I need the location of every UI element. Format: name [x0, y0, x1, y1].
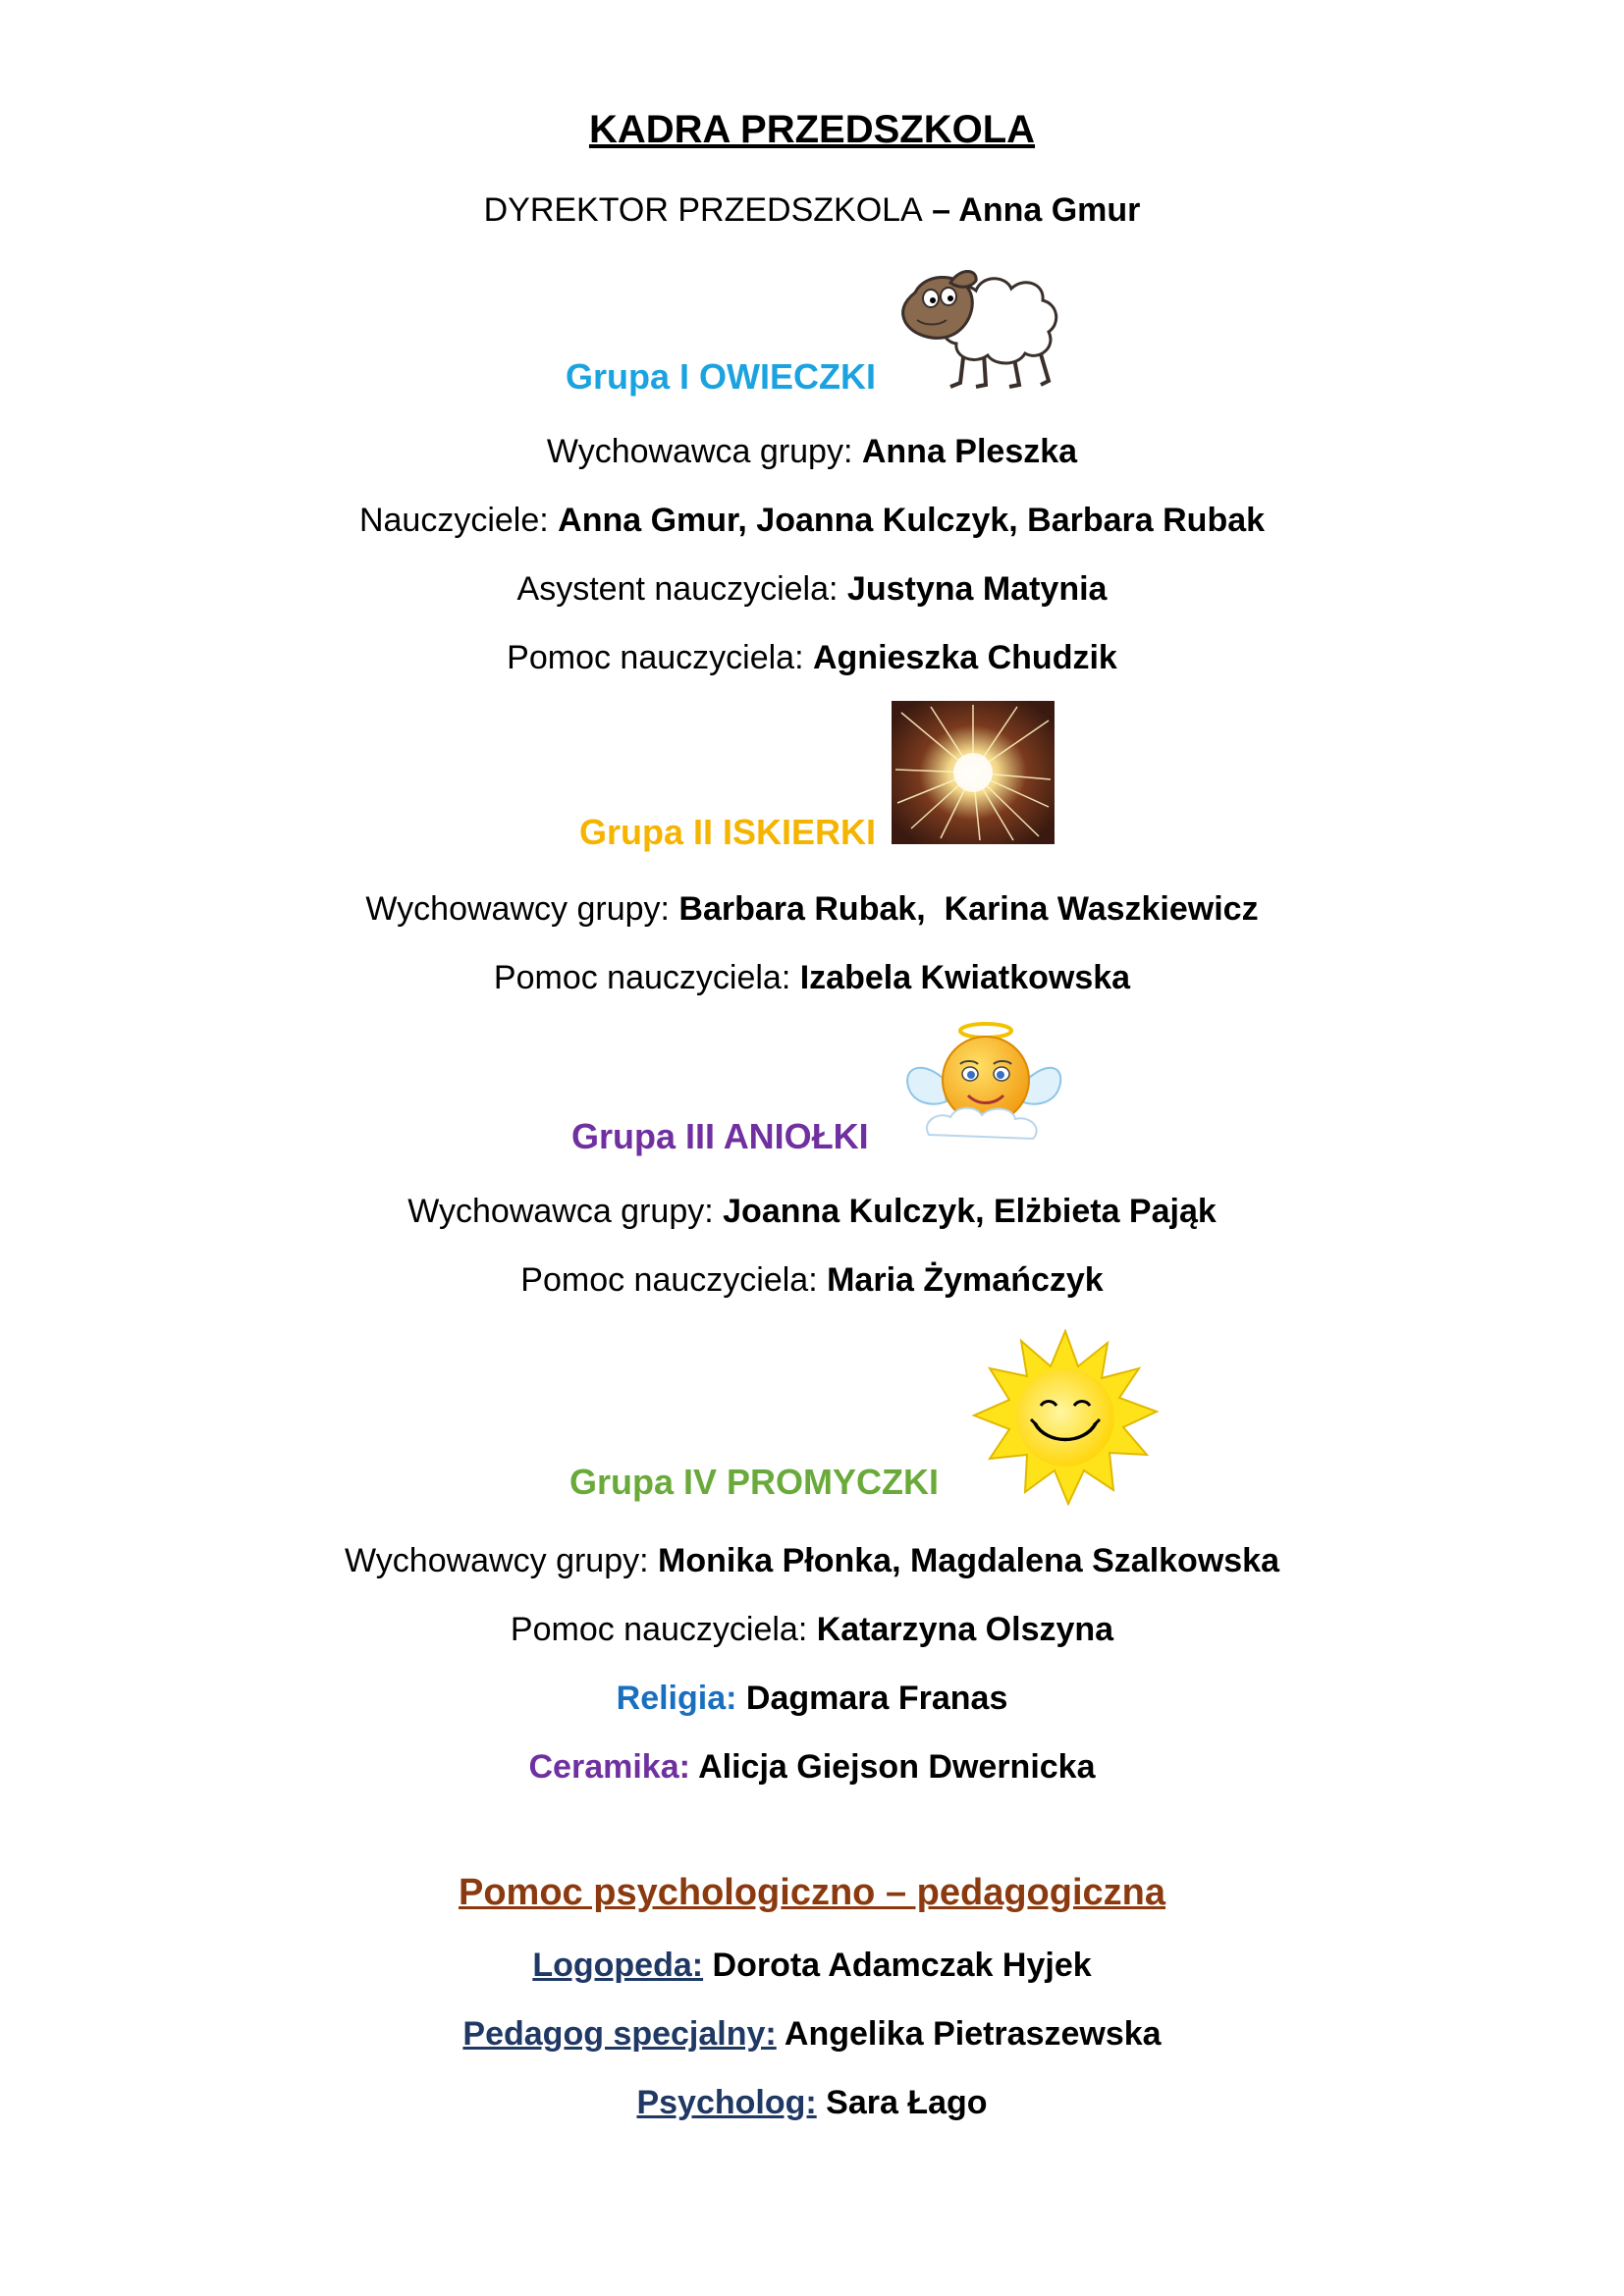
group-3-row-1 [0, 1190, 1624, 1233]
director-line [0, 188, 1624, 232]
group-1-row-2 [0, 499, 1624, 542]
support-heading [0, 1871, 1624, 1914]
row-label: Pomoc nauczyciela: [507, 639, 813, 676]
ceramics-label: Ceramika: [528, 1748, 690, 1786]
row-label: Pomoc nauczyciela: [493, 959, 800, 996]
angel-smiley-icon [899, 1019, 1066, 1147]
special-educator-value: Angelika Pietraszewska [776, 2015, 1162, 2053]
group-4-row-2 [0, 1608, 1624, 1651]
speech-therapist-value: Dorota Adamczak Hyjek [703, 1947, 1092, 1984]
special-educator-label: Pedagog specjalny: [462, 2015, 777, 2053]
group-1-row-3 [0, 567, 1624, 611]
row-label: Wychowawca grupy: [546, 433, 862, 470]
row-label: Wychowawcy grupy: [345, 1542, 659, 1579]
group-2-row-1 [0, 887, 1624, 931]
psychologist-value: Sara Łago [816, 2084, 988, 2121]
row-value: Maria Żymańczyk [827, 1261, 1104, 1299]
director-label: DYREKTOR PRZEDSZKOLA [483, 191, 923, 229]
director-separator: – [922, 191, 959, 229]
row-value: Joanna Kulczyk, Elżbieta Pająk [723, 1193, 1217, 1230]
sparkler-icon [892, 701, 1055, 844]
row-value: Monika Płonka, Magdalena Szalkowska [658, 1542, 1279, 1579]
director-name: Anna Gmur [958, 191, 1141, 229]
row-label: Asystent nauczyciela: [516, 570, 847, 608]
group-3-row-2 [0, 1258, 1624, 1302]
special-educator-line [0, 2012, 1624, 2056]
group-2-row-2 [0, 956, 1624, 999]
row-value: Agnieszka Chudzik [812, 639, 1117, 676]
row-label: Nauczyciele: [358, 502, 559, 539]
speech-therapist-label: Logopeda: [532, 1947, 704, 1984]
row-value: Katarzyna Olszyna [816, 1611, 1114, 1648]
group-1-row-4 [0, 636, 1624, 679]
ceramics-line [0, 1745, 1624, 1789]
religion-line [0, 1677, 1624, 1720]
group-1-heading: Grupa I OWIECZKI [566, 356, 877, 397]
row-label: Wychowawca grupy: [407, 1193, 724, 1230]
sheep-icon [895, 259, 1064, 393]
psychologist-line [0, 2081, 1624, 2124]
group-4-row-1 [0, 1539, 1624, 1582]
page-title: KADRA PRZEDSZKOLA [588, 108, 1036, 151]
row-value: Barbara Rubak, Karina Waszkiewicz [678, 890, 1259, 928]
religion-label: Religia: [616, 1680, 737, 1717]
row-label: Pomoc nauczyciela: [520, 1261, 828, 1299]
group-3-heading: Grupa III ANIOŁKI [571, 1116, 869, 1156]
group-2-heading: Grupa II ISKIERKI [579, 812, 877, 852]
speech-therapist-line [0, 1944, 1624, 1987]
ceramics-value: Alicja Giejson Dwernicka [689, 1748, 1096, 1786]
row-value: Anna Pleszka [861, 433, 1078, 470]
psychologist-label: Psycholog: [636, 2084, 817, 2121]
row-value: Anna Gmur, Joanna Kulczyk, Barbara Rubak [558, 502, 1266, 539]
row-label: Wychowawcy grupy: [365, 890, 679, 928]
group-1-row-1 [0, 430, 1624, 473]
group-4-heading: Grupa IV PROMYCZKI [569, 1462, 940, 1502]
row-value: Izabela Kwiatkowska [799, 959, 1131, 996]
row-label: Pomoc nauczyciela: [510, 1611, 817, 1648]
religion-value: Dagmara Franas [736, 1680, 1008, 1717]
row-value: Justyna Matynia [846, 570, 1108, 608]
support-heading-text: Pomoc psychologiczno – pedagogiczna [459, 1872, 1165, 1913]
sun-icon [970, 1329, 1161, 1506]
